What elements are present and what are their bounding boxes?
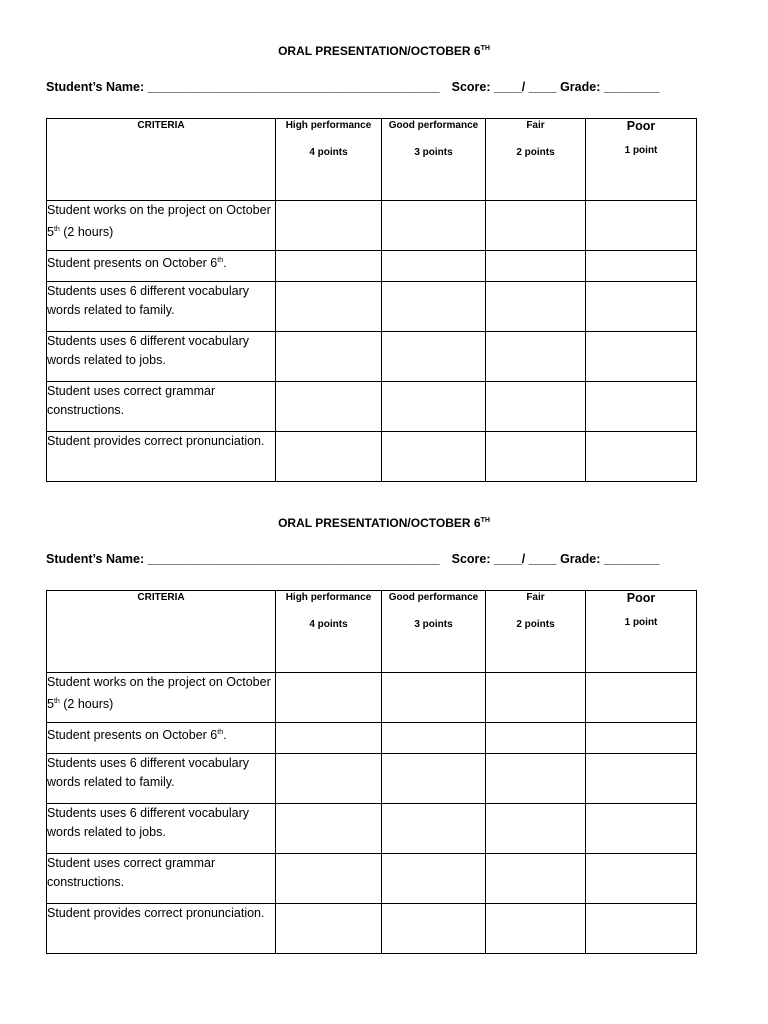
score-cell[interactable] [382,332,486,382]
rubric-table [46,590,697,954]
score-cell[interactable] [276,282,382,332]
score-cell[interactable] [486,382,586,432]
score-cell[interactable] [382,673,486,723]
score-cell[interactable] [486,723,586,754]
score-cell[interactable] [586,332,697,382]
student-name-field[interactable]: Student’s Name: __________________________________________ [46,552,440,566]
score-cell[interactable] [276,251,382,282]
score-cell[interactable] [586,804,697,854]
table-row [47,904,697,954]
score-cell[interactable] [276,723,382,754]
col-high-performance: High performance 4 points [276,119,382,201]
score-cell[interactable] [382,201,486,251]
criterion-label: Students uses 6 different vocabulary words related to jobs. [47,332,276,382]
table-row [47,201,697,251]
criterion-label: Student provides correct pronunciation. [47,904,276,954]
score-cell[interactable] [586,723,697,754]
score-cell[interactable] [586,673,697,723]
col-fair: Fair 2 points [486,119,586,201]
table-row [47,804,697,854]
col-poor: Poor 1 point [586,119,697,201]
criterion-label: Students uses 6 different vocabulary words related to family. [47,282,276,332]
score-cell[interactable] [486,432,586,482]
score-cell[interactable] [486,673,586,723]
score-cell[interactable] [382,251,486,282]
table-row [47,332,697,382]
table-row [47,754,697,804]
grade-field[interactable]: Grade: ________ [560,552,660,566]
score-cell[interactable] [486,754,586,804]
score-field[interactable]: Score: ____/ ____ [451,552,557,566]
score-field[interactable]: Score: ____/ ____ [451,80,557,94]
table-row [47,432,697,482]
score-cell[interactable] [382,382,486,432]
score-cell[interactable] [586,382,697,432]
col-fair: Fair 2 points [486,591,586,673]
header-row [47,119,697,201]
score-cell[interactable] [486,804,586,854]
score-cell[interactable] [586,251,697,282]
score-cell[interactable] [276,332,382,382]
col-criteria: CRITERIA [47,591,276,673]
score-cell[interactable] [486,251,586,282]
score-cell[interactable] [586,201,697,251]
score-cell[interactable] [382,432,486,482]
score-cell[interactable] [276,904,382,954]
score-cell[interactable] [486,201,586,251]
score-cell[interactable] [486,904,586,954]
score-cell[interactable] [276,432,382,482]
student-info-line [46,80,659,94]
score-cell[interactable] [486,332,586,382]
score-cell[interactable] [382,854,486,904]
col-good-performance: Good performance 3 points [382,119,486,201]
criterion-label: Student provides correct pronunciation. [47,432,276,482]
student-name-field[interactable]: Student’s Name: __________________________________________ [46,80,440,94]
score-cell[interactable] [382,723,486,754]
score-cell[interactable] [382,282,486,332]
table-row [47,673,697,723]
criterion-label: Student works on the project on October 5th (2 hours) [47,673,276,723]
score-cell[interactable] [276,382,382,432]
score-cell[interactable] [586,432,697,482]
score-cell[interactable] [586,854,697,904]
table-row [47,251,697,282]
col-high-performance: High performance 4 points [276,591,382,673]
table-row [47,854,697,904]
student-info-line [46,552,659,566]
col-good-performance: Good performance 3 points [382,591,486,673]
score-cell[interactable] [382,754,486,804]
score-cell[interactable] [486,282,586,332]
score-cell[interactable] [382,804,486,854]
score-cell[interactable] [586,904,697,954]
col-criteria: CRITERIA [47,119,276,201]
table-row [47,382,697,432]
score-cell[interactable] [382,904,486,954]
criterion-label: Student presents on October 6th. [47,723,276,754]
criterion-label: Students uses 6 different vocabulary words related to family. [47,754,276,804]
rubric-title: ORAL PRESENTATION/OCTOBER 6TH [278,44,490,58]
table-row [47,282,697,332]
rubric-title: ORAL PRESENTATION/OCTOBER 6TH [278,516,490,530]
score-cell[interactable] [276,804,382,854]
score-cell[interactable] [586,282,697,332]
grade-field[interactable]: Grade: ________ [560,80,660,94]
score-cell[interactable] [486,854,586,904]
col-poor: Poor 1 point [586,591,697,673]
score-cell[interactable] [276,673,382,723]
criterion-label: Students uses 6 different vocabulary words related to jobs. [47,804,276,854]
score-cell[interactable] [276,754,382,804]
score-cell[interactable] [586,754,697,804]
criterion-label: Student presents on October 6th. [47,251,276,282]
criterion-label: Student uses correct grammar constructions. [47,382,276,432]
rubric-table [46,118,697,482]
criterion-label: Student uses correct grammar constructions. [47,854,276,904]
criterion-label: Student works on the project on October 5th (2 hours) [47,201,276,251]
score-cell[interactable] [276,201,382,251]
table-row [47,723,697,754]
header-row [47,591,697,673]
score-cell[interactable] [276,854,382,904]
